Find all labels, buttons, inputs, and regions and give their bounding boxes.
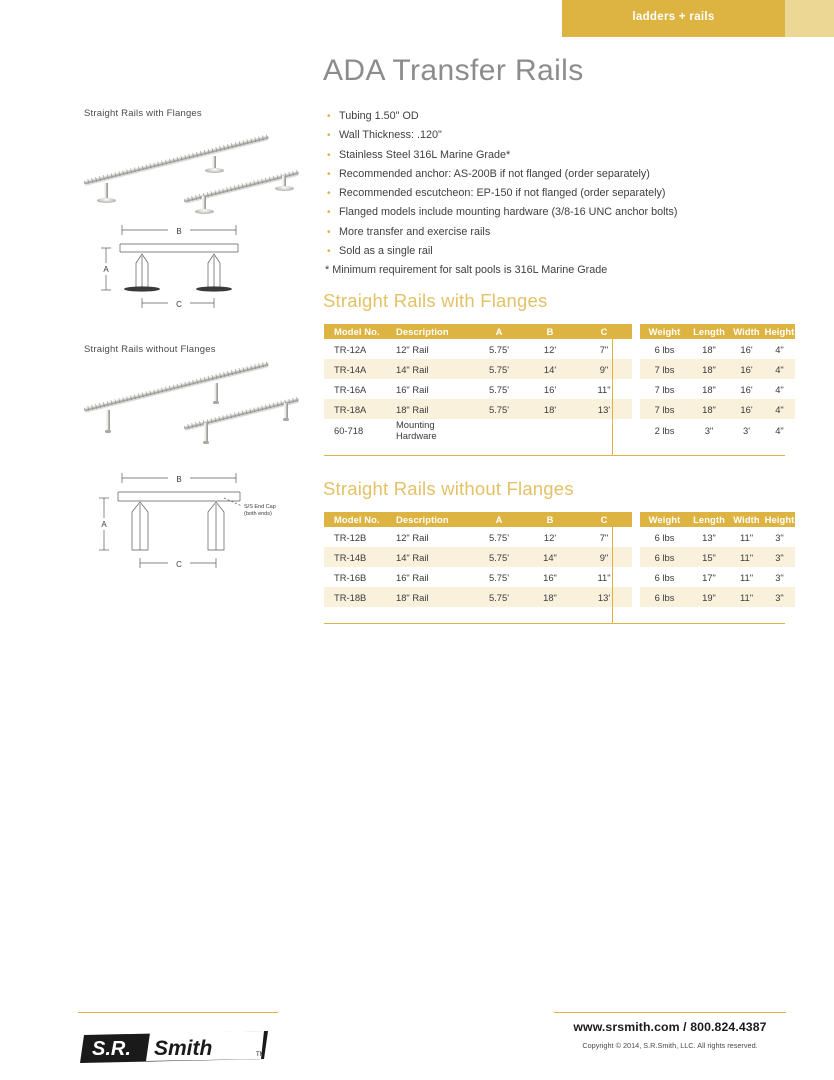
product-photo-rails-without-flanges [84, 352, 299, 430]
column-header-length: Length [689, 324, 729, 339]
column-header-width: Width [729, 512, 764, 527]
column-header-model: Model No. [324, 512, 396, 527]
cell-width: 16' [729, 379, 764, 399]
cell-a: 5.75' [474, 339, 524, 359]
cell-c: 7" [576, 527, 632, 547]
cell-spacer [632, 379, 640, 399]
section-heading-with-flanges: Straight Rails with Flanges [323, 290, 548, 311]
cell-height: 3" [764, 527, 795, 547]
cell-length: 19" [689, 587, 729, 607]
cell-b: 14" [524, 547, 576, 567]
cell-a: 5.75' [474, 379, 524, 399]
table-row [324, 379, 795, 399]
section-heading-without-flanges: Straight Rails without Flanges [323, 478, 574, 499]
spec-bullet-list [325, 107, 795, 281]
cell-width: 11" [729, 567, 764, 587]
cell-c: 11" [576, 567, 632, 587]
cell-weight: 6 lbs [640, 547, 689, 567]
cell-c: 9" [576, 359, 632, 379]
cell-description: 12" Rail [396, 527, 474, 547]
table2-divider [612, 512, 613, 623]
cell-b: 14' [524, 359, 576, 379]
column-header-height: Height [764, 514, 795, 525]
list-item: • Stainless Steel 316L Marine Grade* [325, 146, 795, 165]
cell-length: 17" [689, 567, 729, 587]
cell-description: 18" Rail [396, 587, 474, 607]
column-header-length: Length [689, 512, 729, 527]
list-item: • Tubing 1.50" OD [325, 107, 795, 126]
figure-caption-with-flanges: Straight Rails with Flanges [84, 108, 202, 119]
cell-width: 11" [729, 587, 764, 607]
cell-weight: 7 lbs [640, 359, 689, 379]
cell-description: 16" Rail [396, 567, 474, 587]
cell-a: 5.75' [474, 527, 524, 547]
cell-height: 3" [764, 587, 795, 607]
cell-a: 5.75' [474, 587, 524, 607]
column-header-c: C [576, 512, 632, 527]
column-header-spacer [632, 324, 640, 339]
table-row [324, 547, 795, 567]
cell-length: 18" [689, 399, 729, 419]
column-header-a: A [474, 324, 524, 339]
cell-b: 18" [524, 587, 576, 607]
cell-a: 5.75' [474, 359, 524, 379]
table-header-row [324, 324, 795, 339]
cell-weight: 6 lbs [640, 567, 689, 587]
cell-model: 60-718 [324, 419, 396, 441]
cell-width: 3' [729, 419, 764, 441]
list-item: • Sold as a single rail [325, 242, 795, 261]
header-category-label: ladders + rails [632, 11, 715, 23]
column-header-width: Width [729, 324, 764, 339]
list-item: • Wall Thickness: .120" [325, 126, 795, 145]
cell-b [524, 419, 576, 441]
drawing2-label-a: A [101, 520, 107, 529]
column-header-height: Height [764, 326, 795, 337]
cell-c: 9" [576, 547, 632, 567]
cell-a: 5.75' [474, 547, 524, 567]
footer-website: www.srsmith.com / 800.824.4387 [573, 1020, 767, 1034]
cell-weight: 6 lbs [640, 587, 689, 607]
cell-weight: 6 lbs [640, 339, 689, 359]
cell-weight: 7 lbs [640, 399, 689, 419]
header-category-tab [562, 0, 785, 37]
cell-weight: 2 lbs [640, 419, 689, 441]
cell-b: 16" [524, 567, 576, 587]
cell-b: 12' [524, 339, 576, 359]
cell-height: 4" [764, 379, 795, 399]
table-row [324, 339, 795, 359]
product-photo-rails-with-flanges [84, 120, 299, 205]
cell-a: 5.75' [474, 567, 524, 587]
cell-length: 18" [689, 359, 729, 379]
column-header-weight: Weight [640, 512, 689, 527]
cell-height: 4" [764, 399, 795, 419]
cell-height: 4" [764, 419, 795, 441]
cell-c [576, 419, 632, 441]
page-header [0, 0, 834, 37]
table-row [324, 587, 795, 607]
cell-description: Mounting Hardware [396, 419, 474, 441]
drawing1-label-a: A [103, 265, 109, 274]
technical-drawing-without-flanges [84, 468, 304, 578]
column-header-weight: Weight [640, 324, 689, 339]
cell-model: TR-18B [324, 587, 396, 607]
cell-width: 11" [729, 527, 764, 547]
cell-model: TR-14B [324, 547, 396, 567]
cell-a [474, 419, 524, 441]
cell-weight: 7 lbs [640, 379, 689, 399]
footer-rule-right [554, 1012, 786, 1013]
cell-c: 7" [576, 339, 632, 359]
column-header-model: Model No. [324, 324, 396, 339]
cell-spacer [632, 359, 640, 379]
cell-model: TR-18A [324, 399, 396, 419]
cell-spacer [632, 399, 640, 419]
table1-divider [612, 324, 613, 455]
table-row [324, 567, 795, 587]
cell-description: 14" Rail [396, 547, 474, 567]
list-item: • Recommended anchor: AS-200B if not flanged (order separately) [325, 165, 795, 184]
cell-spacer [632, 339, 640, 359]
cell-b: 18' [524, 399, 576, 419]
drawing2-label-b: B [176, 475, 182, 484]
cell-width: 16' [729, 359, 764, 379]
drawing2-endcap-label-line2: (both ends) [244, 511, 272, 517]
cell-description: 12" Rail [396, 339, 474, 359]
cell-height: 4" [764, 359, 795, 379]
column-header-description: Description [396, 324, 474, 339]
cell-weight: 6 lbs [640, 527, 689, 547]
table-header-row [324, 512, 795, 527]
cell-c: 13' [576, 587, 632, 607]
column-header-b: B [524, 324, 576, 339]
cell-model: TR-12B [324, 527, 396, 547]
cell-width: 16' [729, 399, 764, 419]
table2-bottom-rule [324, 623, 785, 624]
technical-drawing-with-flanges [84, 218, 304, 318]
cell-model: TR-16B [324, 567, 396, 587]
cell-length: 3" [689, 419, 729, 441]
cell-height: 3" [764, 567, 795, 587]
table1-bottom-rule [324, 455, 785, 456]
table-row [324, 419, 795, 441]
cell-c: 13' [576, 399, 632, 419]
spec-table-with-flanges [324, 324, 795, 441]
table-row [324, 399, 795, 419]
spec-footnote: * Minimum requirement for salt pools is 316L Marine Grade [325, 264, 608, 277]
srsmith-logo [78, 1028, 273, 1066]
cell-description: 16" Rail [396, 379, 474, 399]
cell-length: 18" [689, 379, 729, 399]
cell-model: TR-14A [324, 359, 396, 379]
cell-length: 13" [689, 527, 729, 547]
cell-description: 18" Rail [396, 399, 474, 419]
list-item: • Recommended escutcheon: EP-150 if not flanged (order separately) [325, 184, 795, 203]
logo-trademark: TM [256, 1052, 265, 1058]
column-header-b: B [524, 512, 576, 527]
page-title: ADA Transfer Rails [323, 54, 584, 87]
list-item: • More transfer and exercise rails [325, 223, 795, 242]
drawing2-endcap-label-line1: S/S End Cap [244, 504, 276, 510]
column-header-spacer [632, 512, 640, 527]
cell-length: 18" [689, 339, 729, 359]
drawing2-label-c: C [176, 560, 182, 569]
column-header-a: A [474, 512, 524, 527]
figure-caption-without-flanges: Straight Rails without Flanges [84, 344, 216, 355]
column-header-description: Description [396, 512, 474, 527]
drawing1-label-b: B [176, 227, 182, 236]
cell-length: 15" [689, 547, 729, 567]
cell-b: 12' [524, 527, 576, 547]
table-row [324, 527, 795, 547]
cell-spacer [632, 419, 640, 441]
cell-spacer [632, 587, 640, 607]
cell-spacer [632, 547, 640, 567]
cell-width: 11" [729, 547, 764, 567]
cell-height: 4" [764, 339, 795, 359]
cell-description: 14" Rail [396, 359, 474, 379]
cell-spacer [632, 567, 640, 587]
cell-c: 11" [576, 379, 632, 399]
column-header-c: C [576, 324, 632, 339]
logo-text-smith: Smith [154, 1037, 213, 1060]
cell-width: 16' [729, 339, 764, 359]
cell-model: TR-16A [324, 379, 396, 399]
table-row [324, 359, 795, 379]
cell-a: 5.75' [474, 399, 524, 419]
cell-b: 16' [524, 379, 576, 399]
drawing1-label-c: C [176, 300, 182, 309]
cell-height: 3" [764, 547, 795, 567]
spec-table-without-flanges [324, 512, 795, 607]
logo-text-sr: S.R. [92, 1038, 131, 1060]
footer-rule-left [78, 1012, 278, 1013]
cell-spacer [632, 527, 640, 547]
footer-copyright: Copyright © 2014, S.R.Smith, LLC. All rights reserved. [582, 1041, 758, 1050]
list-item: • Flanged models include mounting hardware (3/8-16 UNC anchor bolts) [325, 203, 795, 222]
cell-model: TR-12A [324, 339, 396, 359]
